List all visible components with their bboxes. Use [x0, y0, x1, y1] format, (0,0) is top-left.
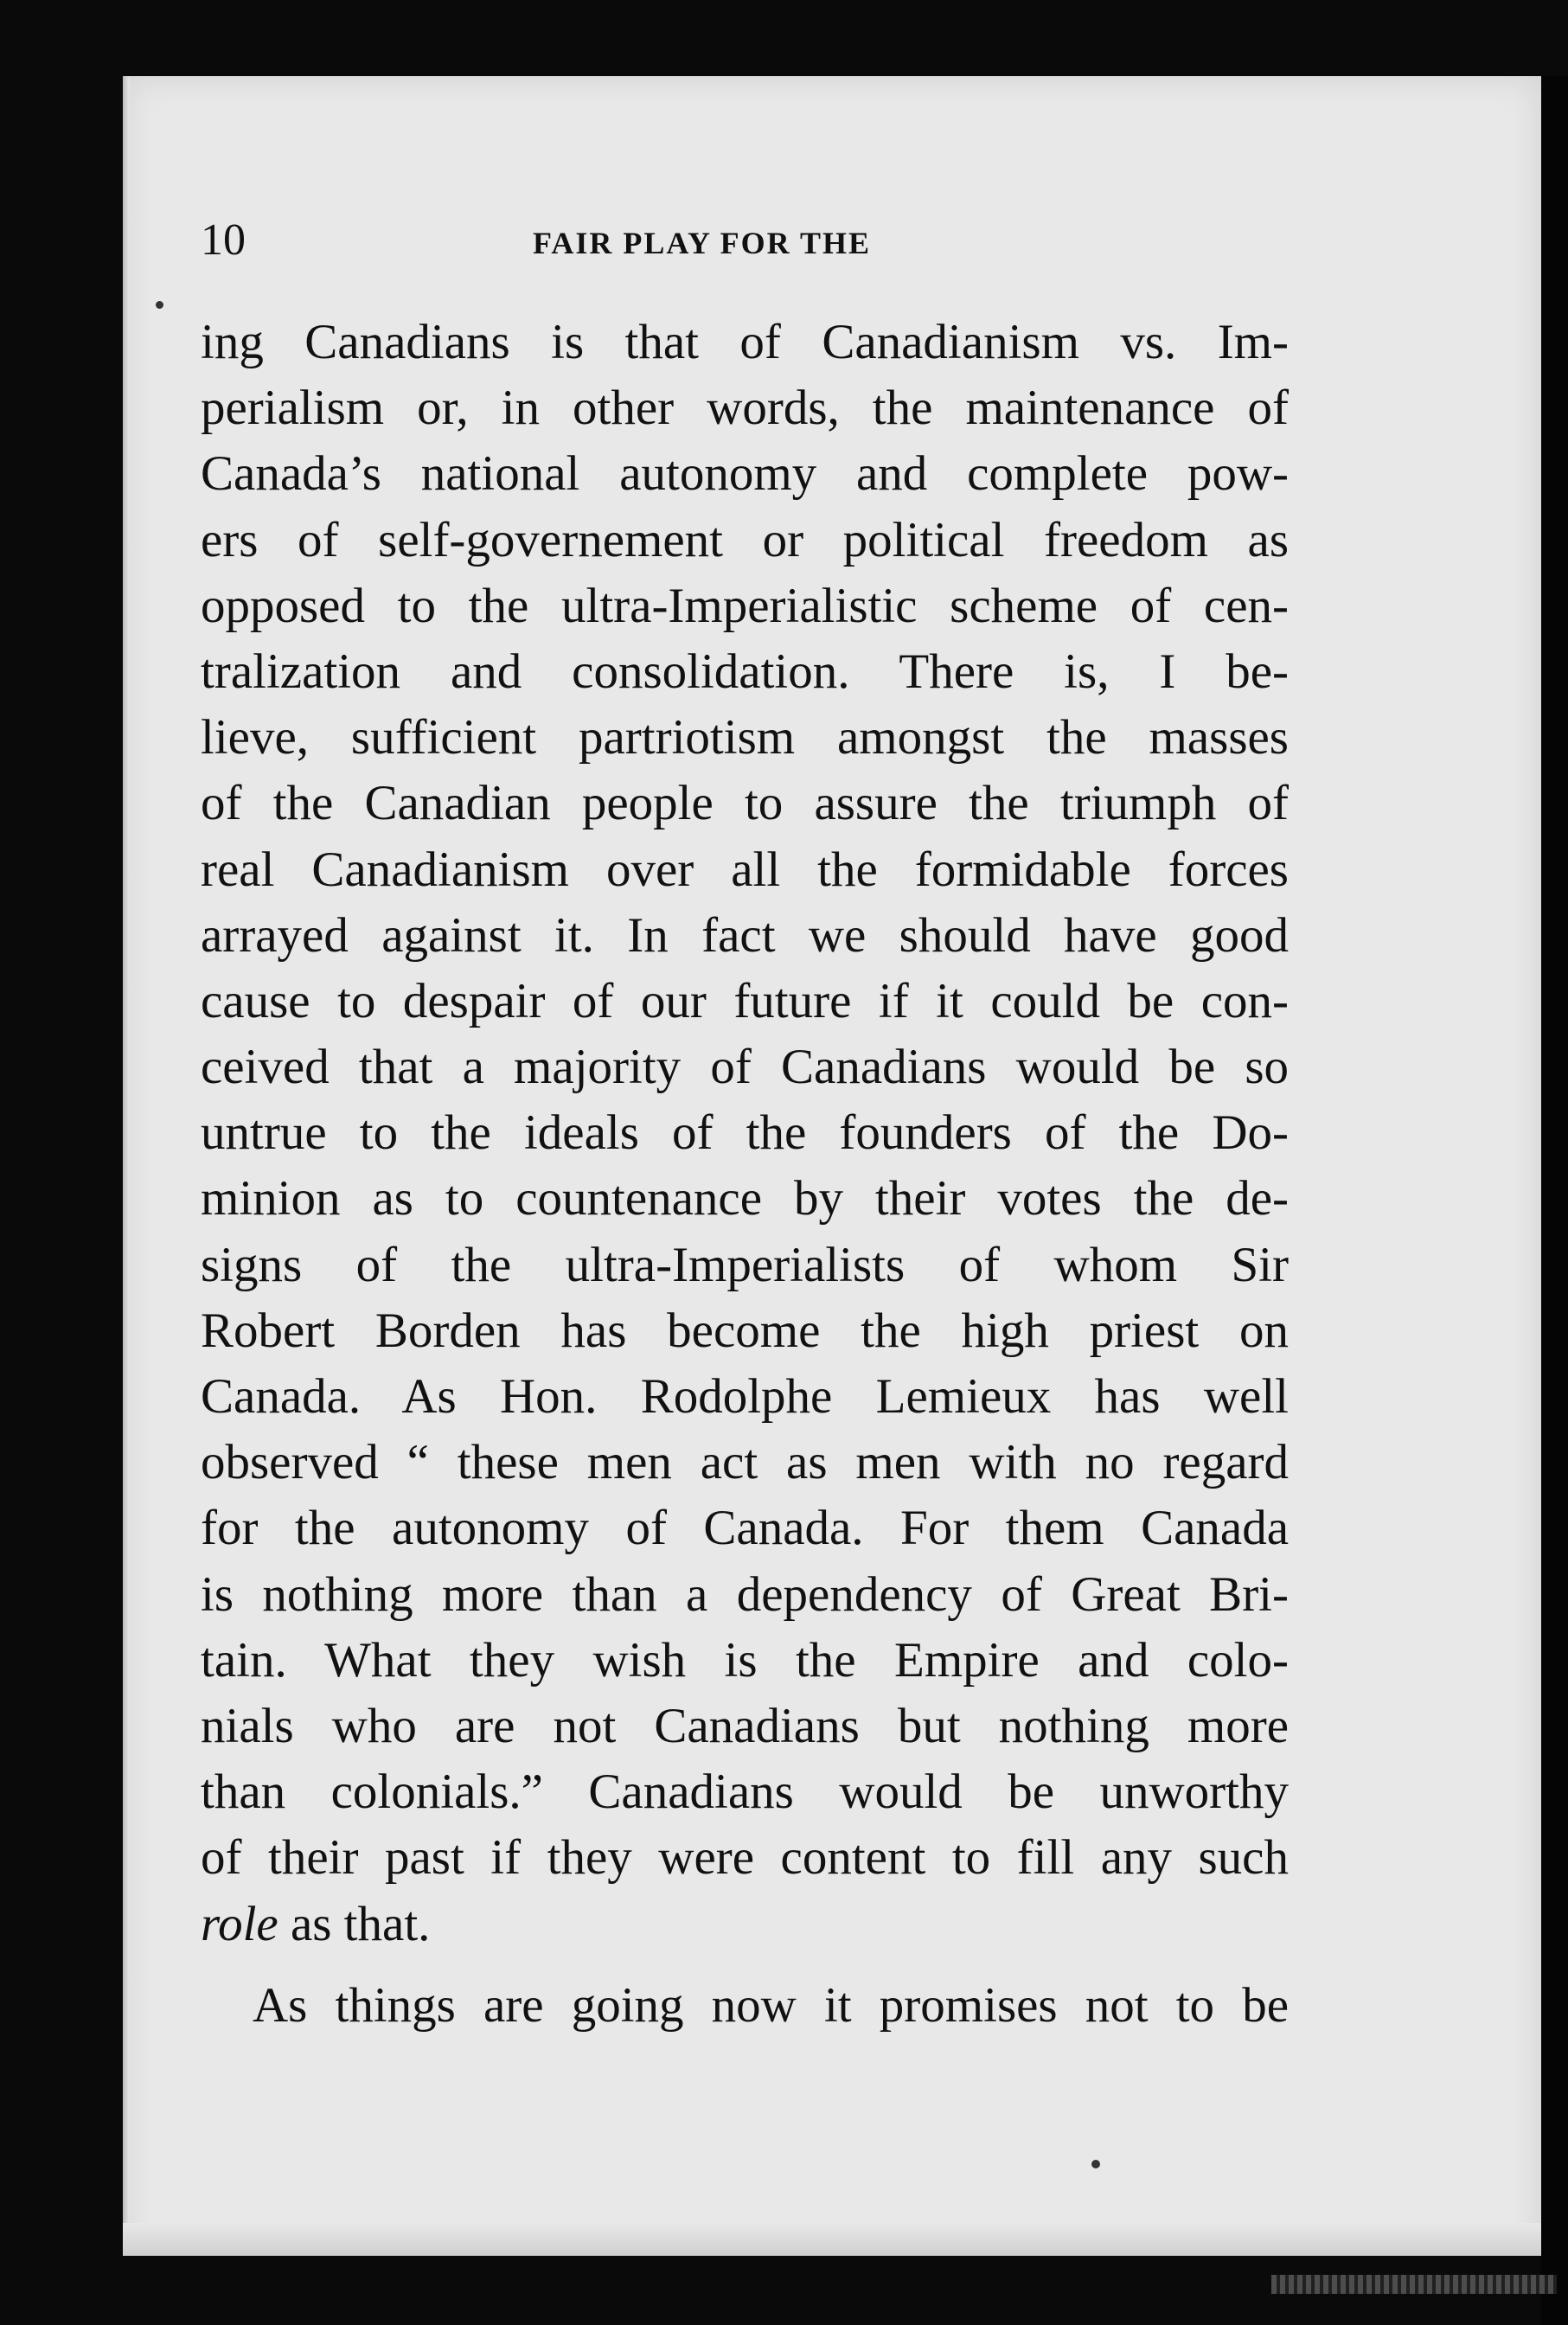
- text-line: perialism or, in other words, the maintenance of: [201, 381, 1289, 436]
- scan-artifact-strip: [1271, 2275, 1557, 2294]
- text-line: tain. What they wish is the Empire and colo-: [201, 1632, 1289, 1688]
- text-line: nials who are not Canadians but nothing more: [201, 1698, 1289, 1753]
- text-line: of their past if they were content to fill any such: [201, 1830, 1289, 1886]
- text-line: Robert Borden has become the high priest on: [201, 1303, 1289, 1358]
- italic-word: role: [201, 1896, 278, 1951]
- running-head: FAIR PLAY FOR THE: [533, 226, 872, 260]
- page-number: 10: [201, 215, 246, 265]
- text-line: cause to despair of our future if it could be con-: [201, 973, 1289, 1028]
- text-line: lieve, sufficient partriotism amongst the masses: [201, 710, 1289, 765]
- text-line: ers of self-governement or political freedom as: [201, 512, 1289, 567]
- text-line: arrayed against it. In fact we should have good: [201, 907, 1289, 963]
- text-line: real Canadianism over all the formidable forces: [201, 842, 1289, 897]
- text-line: tralization and consolidation. There is, I be-: [201, 644, 1289, 699]
- text-line: of the Canadian people to assure the triumph of: [201, 776, 1289, 831]
- text-line: ing Canadians is that of Canadianism vs. Im-: [201, 315, 1289, 369]
- text-line: than colonials.” Canadians would be unworthy: [201, 1765, 1289, 1820]
- text-line: As things are going now it promises not to be: [253, 1977, 1289, 2033]
- page-header: [201, 215, 1290, 275]
- paragraph: [201, 310, 1289, 1957]
- text-fragment: as that.: [278, 1896, 431, 1951]
- text-line: Canada. As Hon. Rodolphe Lemieux has well: [201, 1369, 1289, 1424]
- text-line: observed “ these men act as men with no regard: [201, 1435, 1289, 1490]
- text-line: signs of the ultra-Imperialists of whom Sir: [201, 1237, 1289, 1292]
- text-line: [201, 1892, 1289, 1957]
- text-line: untrue to the ideals of the founders of the Do-: [201, 1105, 1289, 1161]
- text-line: ceived that a majority of Canadians would be so: [201, 1040, 1289, 1095]
- page-edge-left: [123, 76, 130, 2256]
- speck-mark: [1091, 2160, 1100, 2168]
- text-line: minion as to countenance by their votes the de-: [201, 1171, 1289, 1227]
- body-text: [201, 310, 1289, 2039]
- page-edge-bottom: [123, 2223, 1541, 2256]
- speck-mark: [156, 301, 163, 309]
- text-line: opposed to the ultra-Imperialistic scheme of cen-: [201, 578, 1289, 633]
- text-line: Canada’s national autonomy and complete pow-: [201, 446, 1289, 502]
- scan-border-right: [1541, 76, 1568, 2325]
- text-line: for the autonomy of Canada. For them Canada: [201, 1501, 1289, 1556]
- paragraph: [201, 1973, 1289, 2039]
- text-line: is nothing more than a dependency of Great Bri-: [201, 1566, 1289, 1622]
